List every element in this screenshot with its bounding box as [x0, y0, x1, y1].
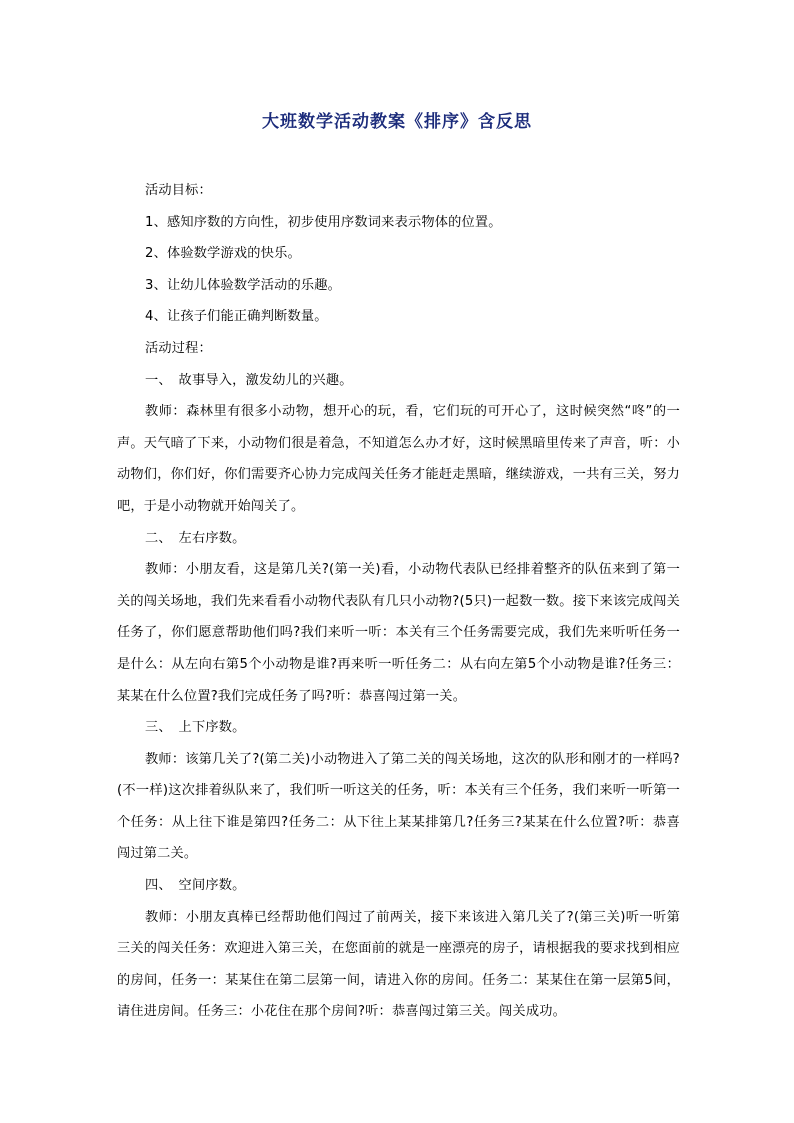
paragraph-section-3-heading: 三、 上下序数。: [145, 720, 246, 736]
paragraph-section-2-body: 教师：小朋友看，这是第几关?(第一关)看，小动物代表队已经排着整齐的队伍来到了第一关的闯关场地，我们先来看看小动物代表队有几只小动物?(5只)一起数一数。接下来该完成闯关任务了，你们愿意帮助他们吗?我们来听一听：本关有三个任务需要完成，我们先来听听任务一是什么：从左向右第5个小动物是谁?再来听一听任务二：从右向左第5个小动物是谁?任务三：某某在什么位置?我们完成任务了吗?听：恭喜闯过第一关。: [117, 562, 680, 704]
paragraph-goal-2: 2、体验数学游戏的快乐。: [145, 246, 301, 262]
paragraph-section-1-heading: 一、 故事导入，激发幼儿的兴趣。: [145, 372, 353, 388]
paragraph-section-3-body: 教师：该第几关了?(第二关)小动物进入了第二关的闯关场地，这次的队形和刚才的一样吗?(不一样)这次排着纵队来了，我们听一听这关的任务，听：本关有三个任务，我们来听一听第一个任务：从上往下谁是第四?任务二：从下往上某某排第几?任务三?某某在什么位置?听：恭喜闯过第二关。: [117, 751, 680, 862]
paragraph-section-1-body: 教师：森林里有很多小动物，想开心的玩，看，它们玩的可开心了，这时候突然“咚”的一声。天气暗了下来，小动物们很是着急，不知道怎么办才好，这时候黑暗里传来了声音，听：小动物们，你们好，你们需要齐心协力完成闯关任务才能赶走黑暗，继续游戏，一共有三关，努力吧，于是小动物就开始闯关了。: [117, 404, 680, 514]
paragraph-goal-1: 1、感知序数的方向性，初步使用序数词来表示物体的位置。: [145, 214, 502, 230]
paragraph-process-heading: 活动过程：: [145, 340, 212, 356]
paragraph-section-4-heading: 四、 空间序数。: [145, 878, 246, 894]
paragraph-section-4-body: 教师：小朋友真棒已经帮助他们闯过了前两关，接下来该进入第几关了?(第三关)听一听第三关的闯关任务：欢迎进入第三关，在您面前的就是一座漂亮的房子，请根据我的要求找到相应的房间，任务一：某某住在第二层第一间，请进入你的房间。任务二：某某住在第一层第5间，请住进房间。任务三：小花住在那个房间?听：恭喜闯过第三关。闯关成功。: [117, 909, 680, 1020]
paragraph-goal-4: 4、让孩子们能正确判断数量。: [145, 309, 328, 325]
paragraph-goal-3: 3、让幼儿体验数学活动的乐趣。: [145, 277, 342, 293]
paragraph-section-2-heading: 二、 左右序数。: [145, 530, 246, 546]
document-body: [117, 175, 680, 1028]
document-title: 大班数学活动教案《排序》含反思: [262, 112, 532, 132]
paragraph-goals-heading: 活动目标：: [145, 183, 212, 198]
